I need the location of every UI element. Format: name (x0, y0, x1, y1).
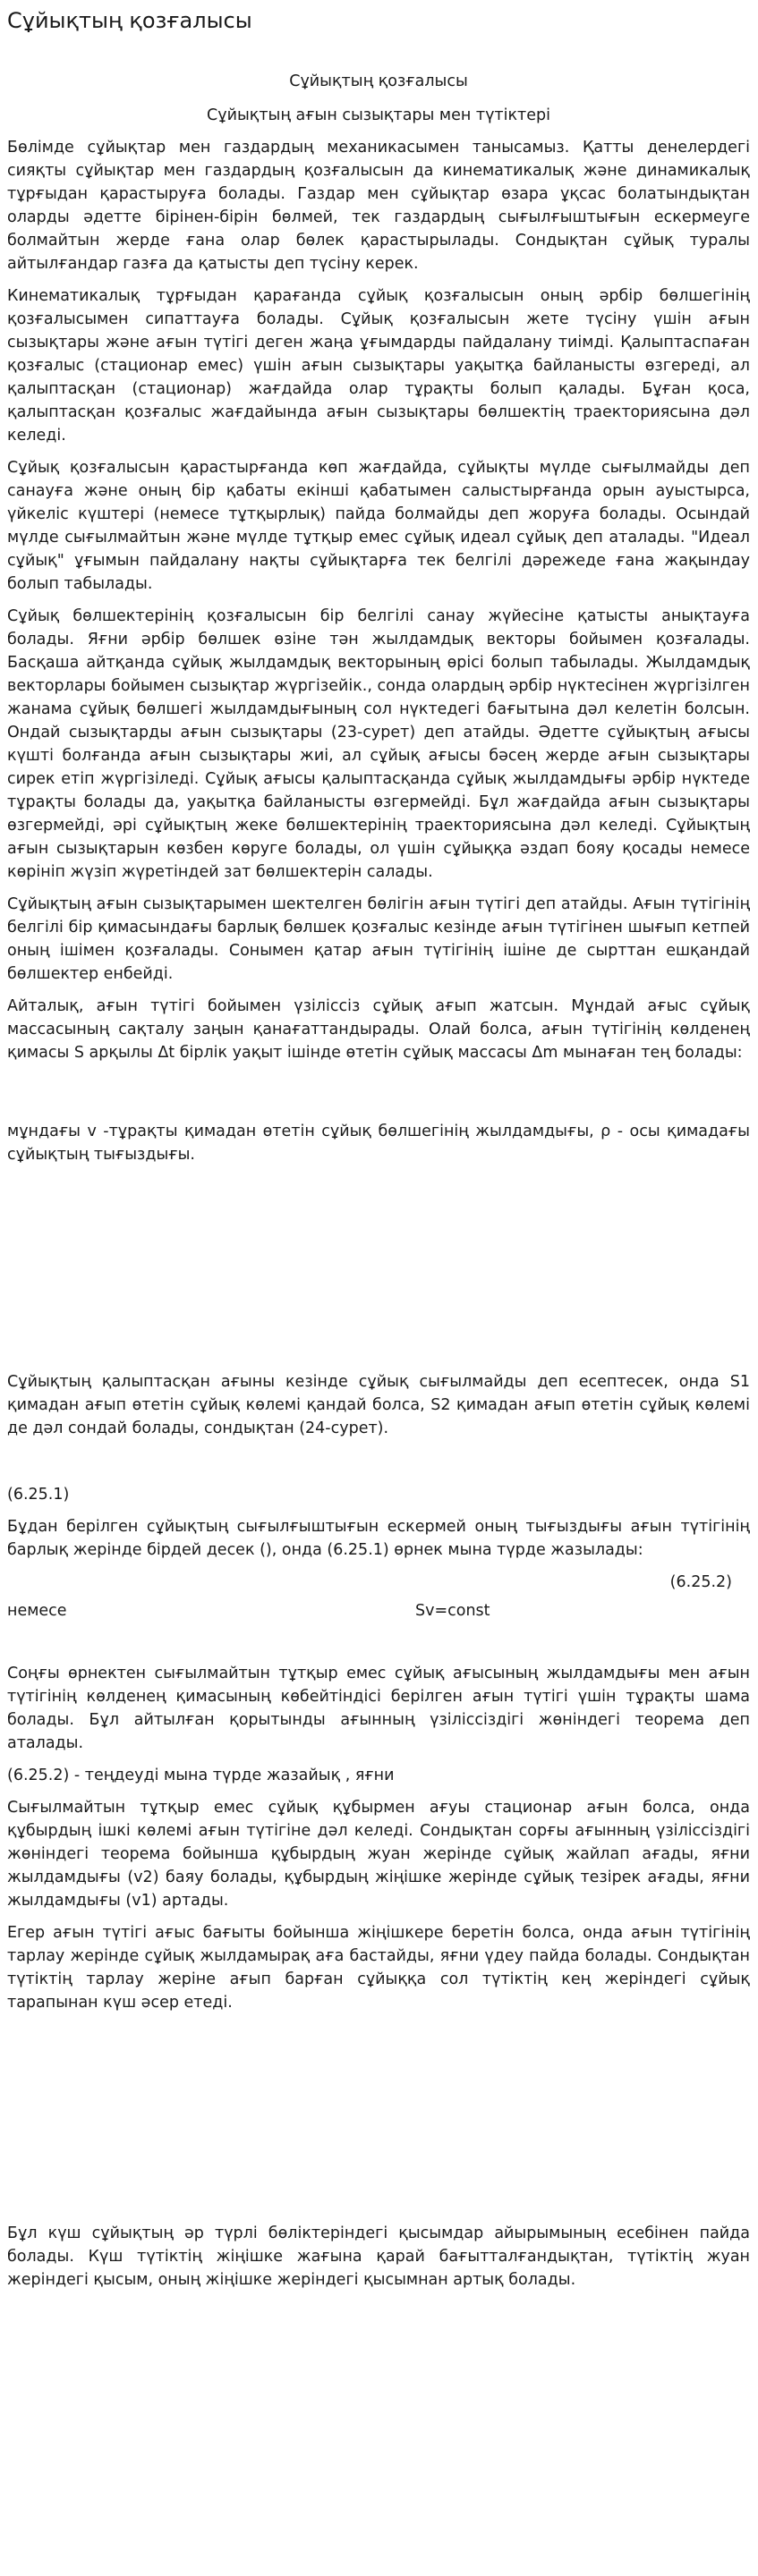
paragraph-8: Сұйықтың қалыптасқан ағыны кезінде сұйық сығылмайды деп есептесек, онда S1 қимадан ағып өтетін сұйық көлемі қандай болса, S2 қимадан ағып өтетін сұйық көлемі де дәл сондай болады, сондықтан (24-сурет). (7, 1373, 750, 1437)
paragraph-6: Айталық, ағын түтігі бойымен үзіліссіз сұйық ағып жатсын. Мұндай ағыс сұйық массасының сақталу заңын қанағаттандырады. Олай болса, ағын түтігінің көлденең қимасы S арқылы Δt бірлік уақыт ішінде өтетін сұйық массасы Δm мынаған тең болады: (7, 997, 750, 1062)
paragraph-9: Бұдан берілген сұйықтың сығылғыштығын ескермей оның тығыздығы ағын түтігінің барлық жерінде бірдей десек (), онда (6.25.1) өрнек мына түрде жазылады: (7, 1518, 750, 1559)
paragraph-5: Сұйықтың ағын сызықтарымен шектелген бөлігін ағын түтігі деп атайды. Ағын түтігінің белгілі бір қимасындағы барлық бөлшек қозғалыс кезінде ағын түтігінен шығып кетпей оның ішімен қозғалады. Сонымен қатар ағын түтігінің ішіне де сырттан ешқандай бөлшектер енбейді. (7, 895, 750, 983)
paragraph-7: мұндағы v -тұрақты қимадан өтетін сұйық бөлшегінің жылдамдығы, ρ - осы қимадағы сұйықтың тығыздығы. (7, 1123, 750, 1164)
subsection-title: Сұйықтың ағын сызықтары мен түтіктері (207, 106, 550, 124)
paragraph-4: Сұйық бөлшектерінің қозғалысын бір белгілі санау жүйесіне қатысты анықтауға болады. Яғни әрбір бөлшек өзіне тән жылдамдық векторы бойымен қозғалады. Басқаша айтқанда сұйық жылдамдық векторының өрісі болып табылады. Жылдамдық векторлары бойымен сызықтар жүргізейік., сонда олардың әрбір нүктесінен жүргізілген жанама сұйық бөлшегі жылдамдығының сол нүктедегі бағытына дәл келетін болсын. Ондай сызықтарды ағын сызықтары (23-сурет) деп атайды. Әдетте сұйықтың ағысы күшті болғанда ағын сызықтары жиі, ал сұйық ағысы бәсең жерде ағын сызықтары сирек етіп жүргізіледі. Сұйық ағысы қалыптасқанда сұйық жылдамдығы әрбір нүктеде тұрақты болады да, уақытқа байланысты өзгермейді. Бұл жағдайда ағын сызықтары өзгермейді, әрі сұйықтың жеке бөлшектерінің траекториясына дәл келеді. Сұйықтың ағын сызықтарын көзбен көруге болады, ол үшін сұйыққа әздап бояу қосады немесе көрініп жүзіп жүретіндей зат бөлшектерін салады. (7, 607, 750, 881)
paragraph-3: Сұйық қозғалысын қарастырғанда көп жағдайда, сұйықты мүлде сығылмайды деп санауға және оның бір қабаты екінші қабатымен салыстырғанда орын ауыстырса, үйкеліс күштері (немесе тұтқырлық) пайда болмайды деп жоруға болады. Осындай мүлде сығылмайтын және мүлде тұтқыр емес сұйық идеал сұйық деп аталады. "Идеал сұйық" ұғымын пайдалану нақты сұйықтарға тек белгілі дәрежеде ғана жақындау болып табылады. (7, 459, 750, 593)
paragraph-12: Сығылмайтын тұтқыр емес сұйық құбырмен ағуы стационар ағын болса, онда құбырдың ішкі көлемі ағын түтігіне дәл келеді. Сондықтан сорғы ағынның үзіліссіздігі жөніндегі теорема бойынша құбырдың жуан жерінде сұйық жайлап ағады, яғни жылдамдығы (v2) баяу болады, құбырдың жіңішке жерінде сұйық тезірек ағады, яғни жылдамдығы (v1) артады. (7, 1799, 750, 1910)
paragraph-14: Бұл күш сұйықтың әр түрлі бөліктеріндегі қысымдар айырымының есебінен пайда болады. Күш түтіктің жіңішке жағына қарай бағытталғандықтан, түтіктің жуан жеріндегі қысым, оның жіңішке жеріндегі қысымнан артық болады. (7, 2224, 750, 2289)
equation-row-sv (7, 1599, 750, 1623)
figure-placeholder-23 (7, 1166, 750, 1370)
or-word: немесе (7, 1602, 67, 1620)
paragraph-10: Соңғы өрнектен сығылмайтын тұтқыр емес сұйық ағысының жылдамдығы мен ағын түтігінің көлденең қимасының көбейтіндісі берілген ағын түтігі үшін тұрақты шама болады. Бұл айтылған қорытынды ағынның үзіліссіздігі жөніндегі теорема деп аталады. (7, 1665, 750, 1752)
paragraph-1: Бөлімде сұйықтар мен газдардың механикасымен танысамыз. Қатты денелердегі сияқты сұйықтар мен газдардың қозғалысын да кинематикалық және динамикалық тұрғыдан қарастыруға болады. Газдар мен сұйықтар өзара ұқсас болатындықтан оларды әдетте бірінен-бірін бөлмей, тек газдардың сығылғыштығын ескермеуге болмайтын жерде ғана олар бөлек қарастырылады. Сондықтан сұйық туралы айтылғандар газға да қатысты деп түсіну керек. (7, 139, 750, 273)
paragraph-11: (6.25.2) - теңдеуді мына түрде жазайық , яғни (7, 1767, 395, 1784)
section-title: Сұйықтың қозғалысы (289, 72, 468, 90)
page-title: Сұйықтың қозғалысы (7, 8, 252, 33)
equation-label-6-25-1: (6.25.1) (7, 1486, 70, 1504)
equation-placeholder-1 (7, 1064, 750, 1120)
document (7, 0, 750, 2292)
equation-label-6-25-2: (6.25.2) (669, 1573, 732, 1591)
equation-sv-const: Sv=const (415, 1602, 490, 1620)
equation-placeholder-2 (7, 1440, 750, 1483)
figure-placeholder-24 (7, 2014, 750, 2222)
paragraph-2: Кинематикалық тұрғыдан қарағанда сұйық қозғалысын оның әрбір бөлшегінің қозғалысымен сипаттауға болады. Сұйық қозғалысын жете түсіну үшін ағын сызықтары және ағын түтігі деген жаңа ұғымдарды пайдалану тиімді. Қалыптаспаған қозғалыс (стационар емес) үшін ағын сызықтары уақытқа байланысты өзгереді, ал қалыптасқан (стационар) жағдайда олар тұрақты болып қалады. Бұған қоса, қалыптасқан қозғалыс жағдайында ағын сызықтары бөлшектің траекториясына дәл келеді. (7, 287, 750, 445)
paragraph-13: Егер ағын түтігі ағыс бағыты бойынша жіңішкере беретін болса, онда ағын түтігінің тарлау жерінде сұйық жылдамырақ аға бастайды, яғни үдеу пайда болады. Сондықтан түтіктің тарлау жеріне ағып барған сұйыққа сол түтіктің кең жеріндегі сұйық тарапынан күш әсер етеді. (7, 1924, 750, 2012)
